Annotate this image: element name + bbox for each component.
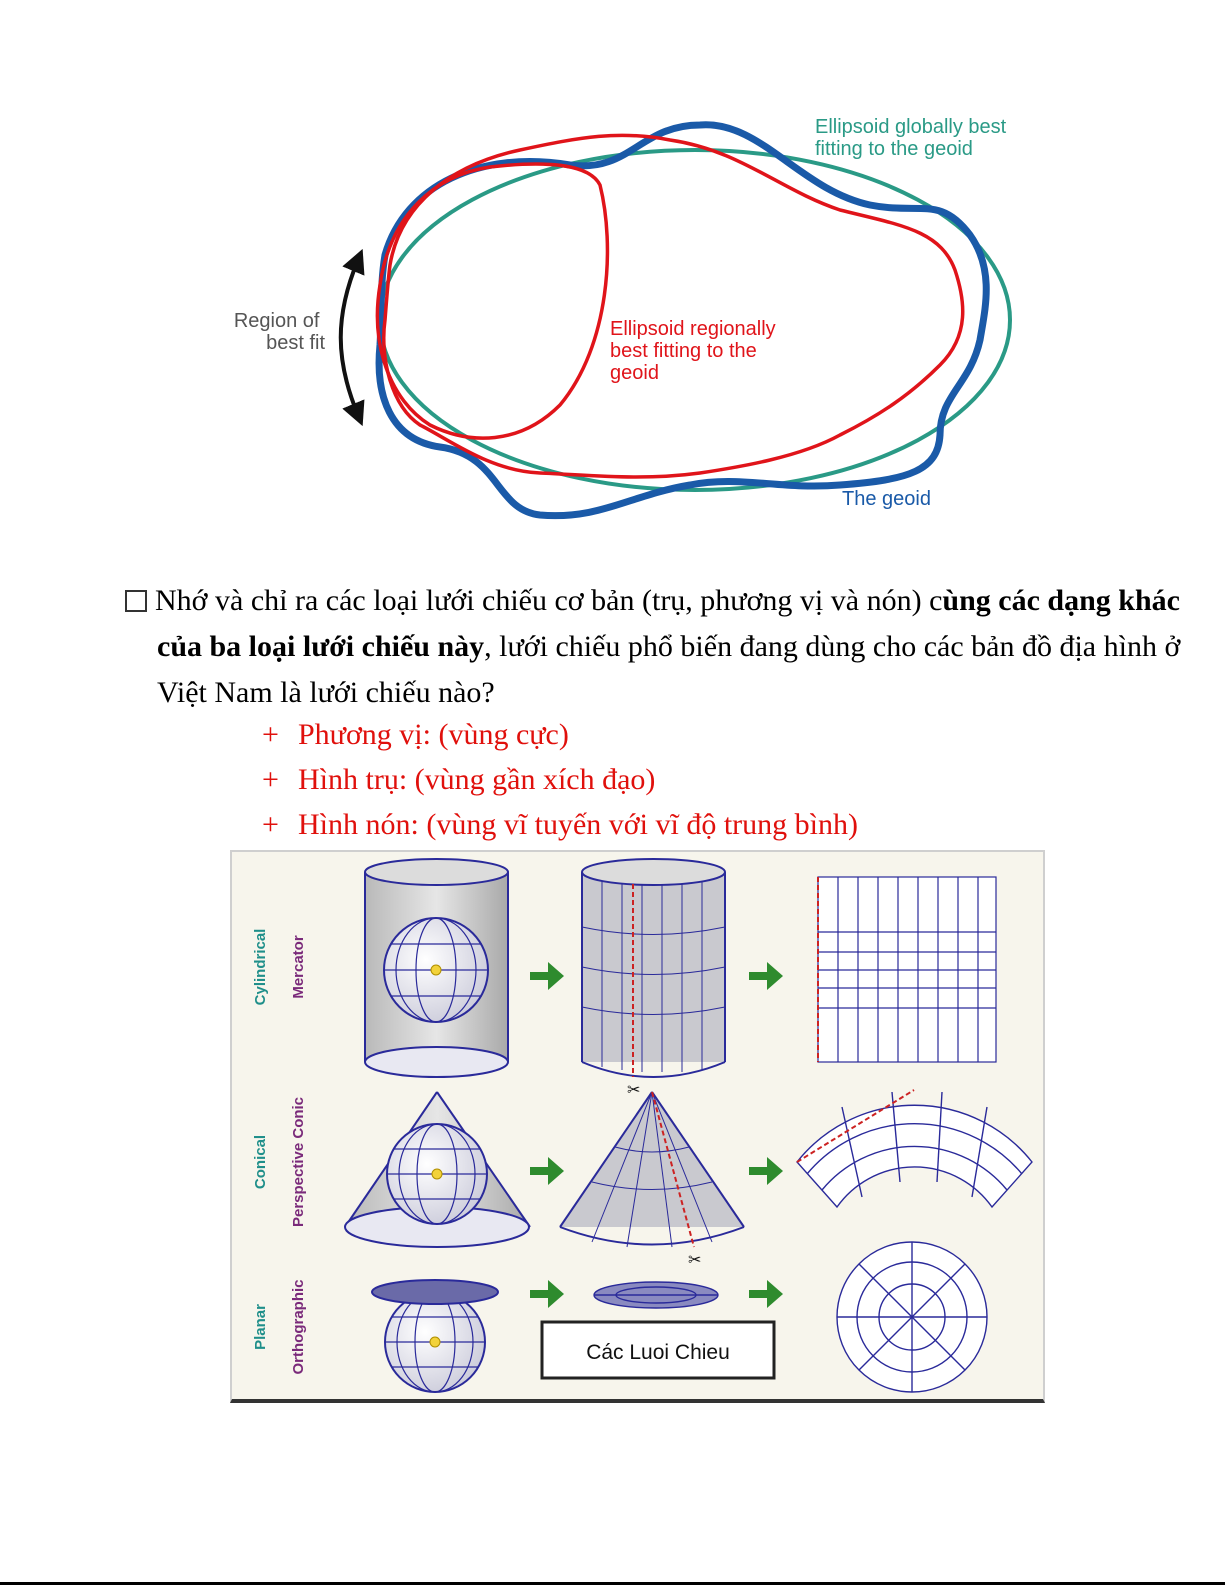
grid-cone-icon [560, 1092, 744, 1269]
question-text: Nhớ và chỉ ra các loại lưới chiếu cơ bản (trụ, phương vị và nón) c [155, 584, 943, 617]
conic-fan-icon [797, 1090, 1032, 1207]
regional-ellipsoid-label: Ellipsoid regionally best fitting to the geoid [610, 318, 776, 384]
answer-item: + Hình trụ: (vùng gần xích đạo) [262, 763, 656, 796]
row-example-mercator: Mercator [290, 935, 307, 999]
region-label: Region of best fit [233, 310, 325, 354]
azimuthal-circle-icon [837, 1242, 987, 1392]
region-arrow [341, 260, 358, 415]
row-example-perspective-conic: Perspective Conic [290, 1096, 307, 1228]
answer-list [262, 712, 858, 847]
caption-text: Các Luoi Chieu [586, 1341, 730, 1364]
row-type-planar: Planar [252, 1304, 269, 1350]
row-type-cylindrical: Cylindrical [252, 928, 269, 1006]
answer-item: + Phương vị: (vùng cực) [262, 718, 569, 751]
cone-globe-icon [345, 1092, 530, 1247]
projection-diagram [232, 852, 1043, 1399]
cylinder-globe-icon [365, 859, 508, 1077]
svg-text:✂: ✂ [688, 1252, 702, 1269]
svg-text:✂: ✂ [627, 1082, 641, 1099]
checkbox-icon [125, 590, 147, 612]
geoid-ellipsoid-figure [220, 95, 1040, 535]
row-example-orthographic: Orthographic [290, 1279, 307, 1375]
caption-box [542, 1322, 774, 1378]
planar-globe-icon [372, 1280, 498, 1392]
global-ellipsoid-label: Ellipsoid globally best fitting to the geoid [815, 116, 1007, 160]
geoid-diagram [220, 95, 1040, 535]
regional-outline-curve [384, 135, 963, 477]
grid-cylinder-icon [582, 859, 725, 1099]
planar-disc-icon [594, 1282, 718, 1308]
mercator-grid-icon [818, 877, 996, 1062]
projection-figure [230, 850, 1045, 1403]
question-text-end: , lưới chiếu phổ biến đang dùng cho các bản đồ địa hình ở Việt Nam là lưới chiếu nào? [157, 630, 1181, 709]
row-type-conical: Conical [252, 1134, 269, 1190]
question-bold-text: ùng các dạng khác của ba loại lưới chiếu này [157, 584, 1180, 663]
geoid-label: The geoid [842, 488, 931, 510]
answer-item: + Hình nón: (vùng vĩ tuyến với vĩ độ trung bình) [262, 808, 858, 841]
question-paragraph [125, 578, 1217, 716]
